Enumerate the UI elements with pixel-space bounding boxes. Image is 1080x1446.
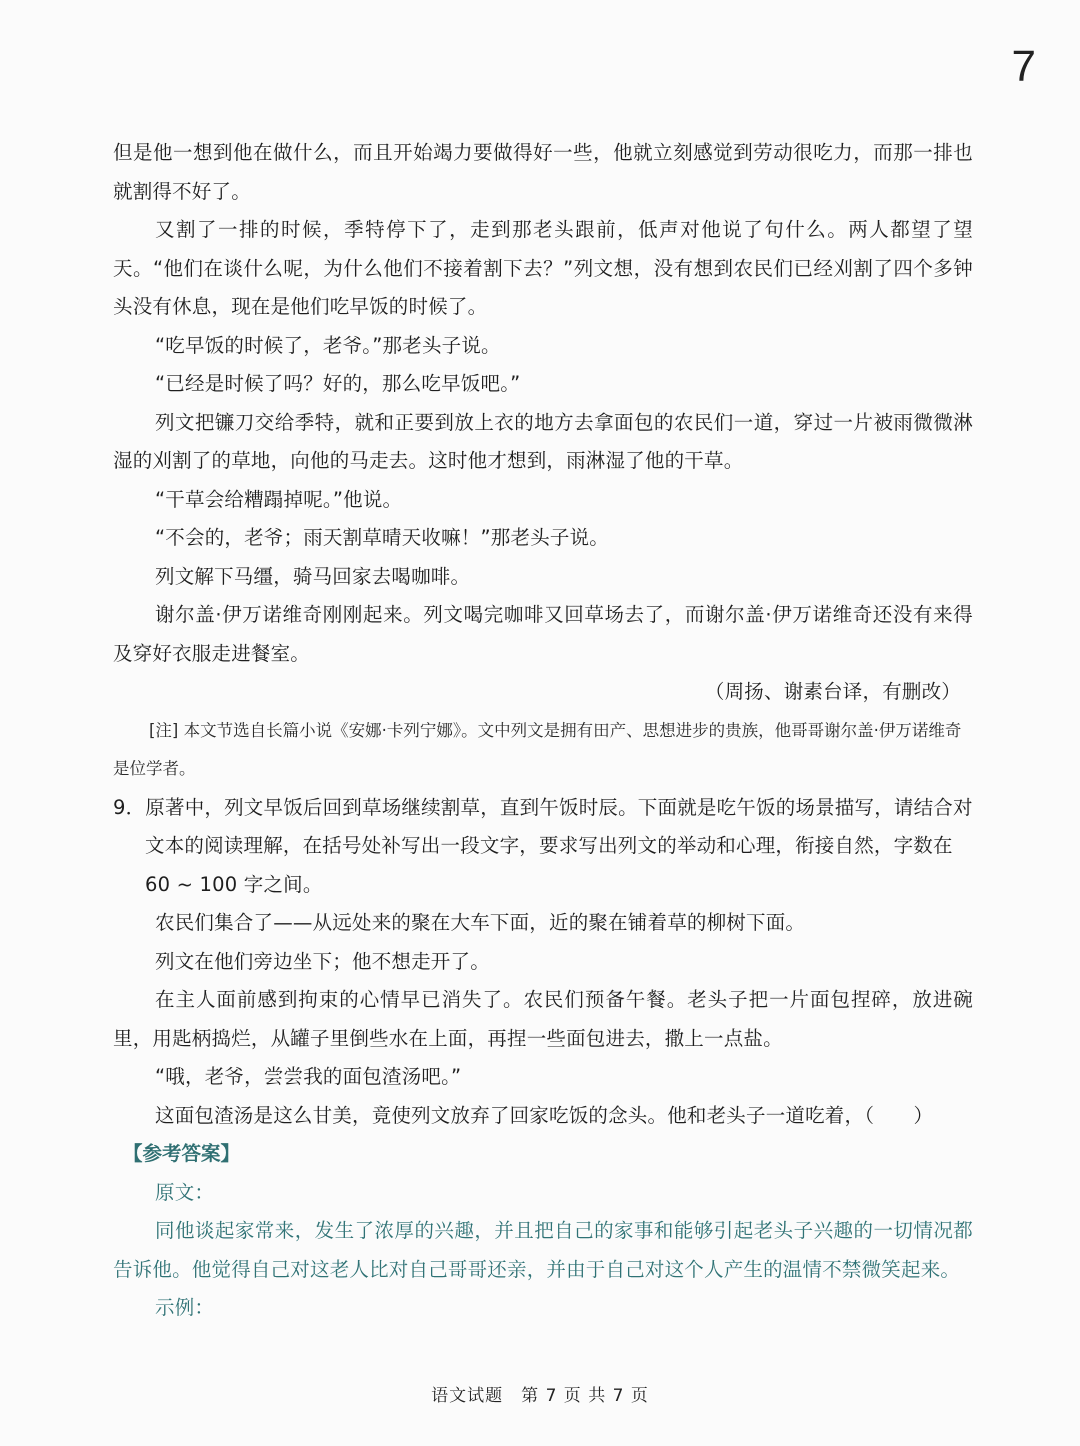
- paragraph: “不会的，老爷；雨天割草晴天收嘛！”那老头子说。: [155, 526, 610, 549]
- question-passage-line: “哦，老爷，尝尝我的面包渣汤吧。”: [155, 1065, 462, 1088]
- paragraph: “已经是时候了吗？好的，那么吃早饭吧。”: [155, 372, 521, 395]
- question-9: 9．原著中，列文早饭后回到草场继续割草，直到午饭时辰。下面就是吃午饭的场景描写，请结合对文本的阅读理解，在括号处补写出一段文字，要求写出列文的举动和心理，衔接自然，字数在 60 ~ 100 字之间。: [113, 795, 973, 896]
- document-body: [113, 134, 973, 1328]
- answer-heading: 【参考答案】: [123, 1142, 241, 1165]
- question-passage-line: 这面包渣汤是这么甘美，竟使列文放弃了回家吃饭的念头。他和老头子一道吃着，（ ）: [155, 1103, 934, 1127]
- question-passage-line: 农民们集合了——从远处来的聚在大车下面，近的聚在铺着草的柳树下面。: [155, 911, 806, 934]
- answer-original-text: 同他谈起家常来，发生了浓厚的兴趣，并且把自己的家事和能够引起老头子兴趣的一切情况都告诉他。他觉得自己对这老人比对自己哥哥还亲，并由于自己对这个人产生的温情不禁微笑起来。: [113, 1219, 973, 1281]
- question-passage-line: 列文在他们旁边坐下；他不想走开了。: [155, 949, 490, 973]
- paragraph: 列文把镰刀交给季特，就和正要到放上衣的地方去拿面包的农民们一道，穿过一片被雨微微淋湿的刈割了的草地，向他的马走去。这时他才想到，雨淋湿了他的干草。: [113, 410, 973, 472]
- paragraph: 列文解下马缰，骑马回家去喝咖啡。: [155, 564, 471, 588]
- translator-credit: （周扬、谢素台译，有删改）: [704, 680, 961, 703]
- paragraph: 但是他一想到他在做什么，而且开始竭力要做得好一些，他就立刻感觉到劳动很吃力，而那一排也就割得不好了。: [113, 141, 973, 203]
- answer-example-label: 示例：: [155, 1296, 215, 1319]
- page-corner-number: 7: [1011, 42, 1036, 91]
- paragraph: 又割了一排的时候，季特停下了，走到那老头跟前，低声对他说了句什么。两人都望了望天。“他们在谈什么呢，为什么他们不接着割下去？”列文想，没有想到农民们已经刈割了四个多钟头没有休息，现在是他们吃早饭的时候了。: [113, 218, 973, 318]
- paragraph: 谢尔盖·伊万诺维奇刚刚起来。列文喝完咖啡又回草场去了，而谢尔盖·伊万诺维奇还没有来得及穿好衣服走进餐室。: [113, 603, 973, 665]
- page-footer: 语文试题 第 7 页 共 7 页: [431, 1386, 649, 1406]
- footnote: [注] 本文节选自长篇小说《安娜·卡列宁娜》。文中列文是拥有田产、思想进步的贵族，他哥哥谢尔盖·伊万诺维奇是位学者。: [113, 720, 962, 778]
- answer-original-label: 原文：: [155, 1180, 215, 1204]
- paragraph: “吃早饭的时候了，老爷。”那老头子说。: [155, 333, 501, 357]
- paragraph: “干草会给糟蹋掉呢。”他说。: [155, 487, 403, 511]
- question-passage-line: 在主人面前感到拘束的心情早已消失了。农民们预备午餐。老头子把一片面包捏碎，放进碗里，用匙柄捣烂，从罐子里倒些水在上面，再捏一些面包进去，撒上一点盐。: [113, 988, 973, 1050]
